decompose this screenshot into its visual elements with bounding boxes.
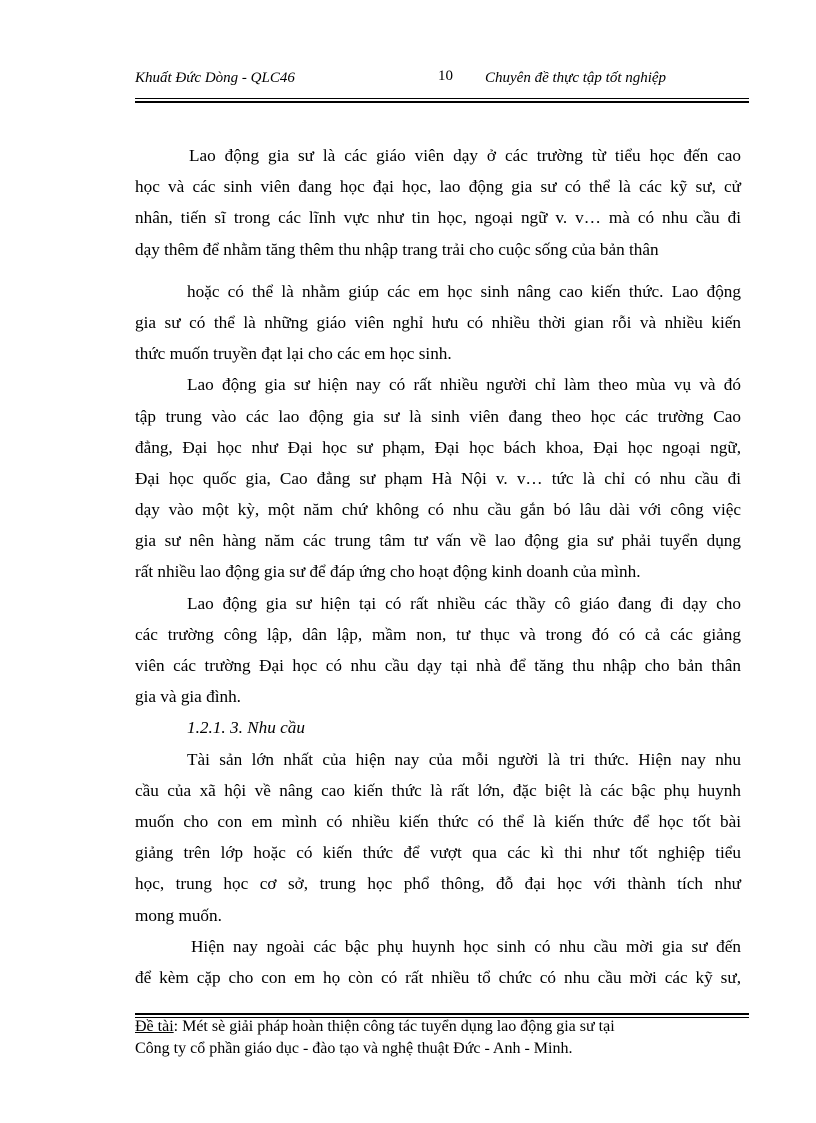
body-line: học và các sinh viên đang học đại học, lao động gia sư có thể là các kỹ sư, cử xyxy=(135,177,741,197)
body-line: Đại học quốc gia, Cao đẳng sư phạm Hà Nội v. v… tức là chỉ có nhu cầu đi xyxy=(135,468,741,488)
body-line: Lao động gia sư hiện nay có rất nhiều người chỉ làm theo mùa vụ và đó xyxy=(187,375,741,395)
body-line: gia và gia đình. xyxy=(135,687,241,707)
body-line: Tài sản lớn nhất của hiện nay của mỗi người là tri thức. Hiện nay nhu xyxy=(187,749,741,769)
body-line: để kèm cặp cho con em họ còn có rất nhiều tổ chức có nhu cầu mời các kỹ sư, xyxy=(135,967,741,987)
footer-topic-text: : Mét sè giải pháp hoàn thiện công tác tuyển dụng lao động gia sư tại xyxy=(173,1018,615,1035)
body-line: các trường công lập, dân lập, mầm non, tư thục và trong đó có cả các giảng xyxy=(135,624,741,644)
body-line: Lao động gia sư hiện tại có rất nhiều các thầy cô giáo đang đi dạy cho xyxy=(187,593,741,613)
body-line: muốn cho con em mình có nhiều kiến thức có thể là kiến thức để học tốt bài xyxy=(135,811,741,831)
body-line: viên các trường Đại học có nhu cầu dạy tại nhà để tăng thu nhập cho bản thân xyxy=(135,656,741,675)
body-line: nhân, tiến sĩ trong các lĩnh vực như tin học, ngoại ngữ v. v… mà có nhu cầu đi xyxy=(135,208,741,228)
page-footer xyxy=(135,1016,755,1060)
body-line: dạy vào một kỳ, một năm chứ không có nhu cầu gắn bó lâu dài với công việc xyxy=(135,500,741,520)
body-line: đẳng, Đại học như Đại học sư phạm, Đại học bách khoa, Đại học ngoại ngữ, xyxy=(135,437,741,457)
footer-line-2: Công ty cổ phần giáo dục - đào tạo và nghệ thuật Đức - Anh - Minh. xyxy=(135,1040,573,1057)
footer-topic-label: Đề tài xyxy=(135,1018,174,1035)
body-line: hoặc có thể là nhằm giúp các em học sinh nâng cao kiến thức. Lao động xyxy=(187,281,741,301)
body-line: gia sư nên hàng năm các trung tâm tư vấn về lao động gia sư phải tuyển dụng xyxy=(135,531,741,551)
body-line: Hiện nay ngoài các bậc phụ huynh học sinh có nhu cầu mời gia sư đến xyxy=(191,936,741,956)
body-line: học, trung học cơ sở, trung học phổ thông, đỗ đại học với thành tích như xyxy=(135,874,741,894)
section-heading: 1.2.1. 3. Nhu cầu xyxy=(187,718,305,738)
body-line: rất nhiều lao động gia sư để đáp ứng cho hoạt động kinh doanh của mình. xyxy=(135,562,641,582)
header-author: Khuất Đức Dòng - QLC46 xyxy=(135,70,295,86)
body-line: Lao động gia sư là các giáo viên dạy ở các trường từ tiểu học đến cao xyxy=(189,146,741,165)
footer-rule-thick xyxy=(135,1013,749,1015)
body-line: thức muốn truyền đạt lại cho các em học sinh. xyxy=(135,344,452,364)
body-line: giảng trên lớp hoặc có kiến thức để vượt qua các kì thi như tốt nghiệp tiểu xyxy=(135,843,741,863)
footer-line-1 xyxy=(135,1016,755,1038)
page-number: 10 xyxy=(438,68,453,84)
body-line: cầu của xã hội về nâng cao kiến thức là rất lớn, đặc biệt là các bậc phụ huynh xyxy=(135,780,741,800)
document-body xyxy=(135,140,741,993)
body-line: gia sư có thể là những giáo viên nghỉ hưu có nhiều thời gian rỗi và nhiều kiến xyxy=(135,312,741,332)
header-document-title: Chuyên đề thực tập tốt nghiệp xyxy=(485,70,667,86)
page-header xyxy=(135,66,749,98)
body-line: tập trung vào các lao động gia sư là sinh viên đang theo học các trường Cao xyxy=(135,406,741,426)
body-line: dạy thêm để nhằm tăng thêm thu nhập trang trải cho cuộc sống của bản thân xyxy=(135,239,659,259)
paragraph-gap xyxy=(135,265,741,276)
body-line: mong muốn. xyxy=(135,905,222,925)
header-rule-thick xyxy=(135,101,749,103)
header-rule-thin xyxy=(135,98,749,99)
